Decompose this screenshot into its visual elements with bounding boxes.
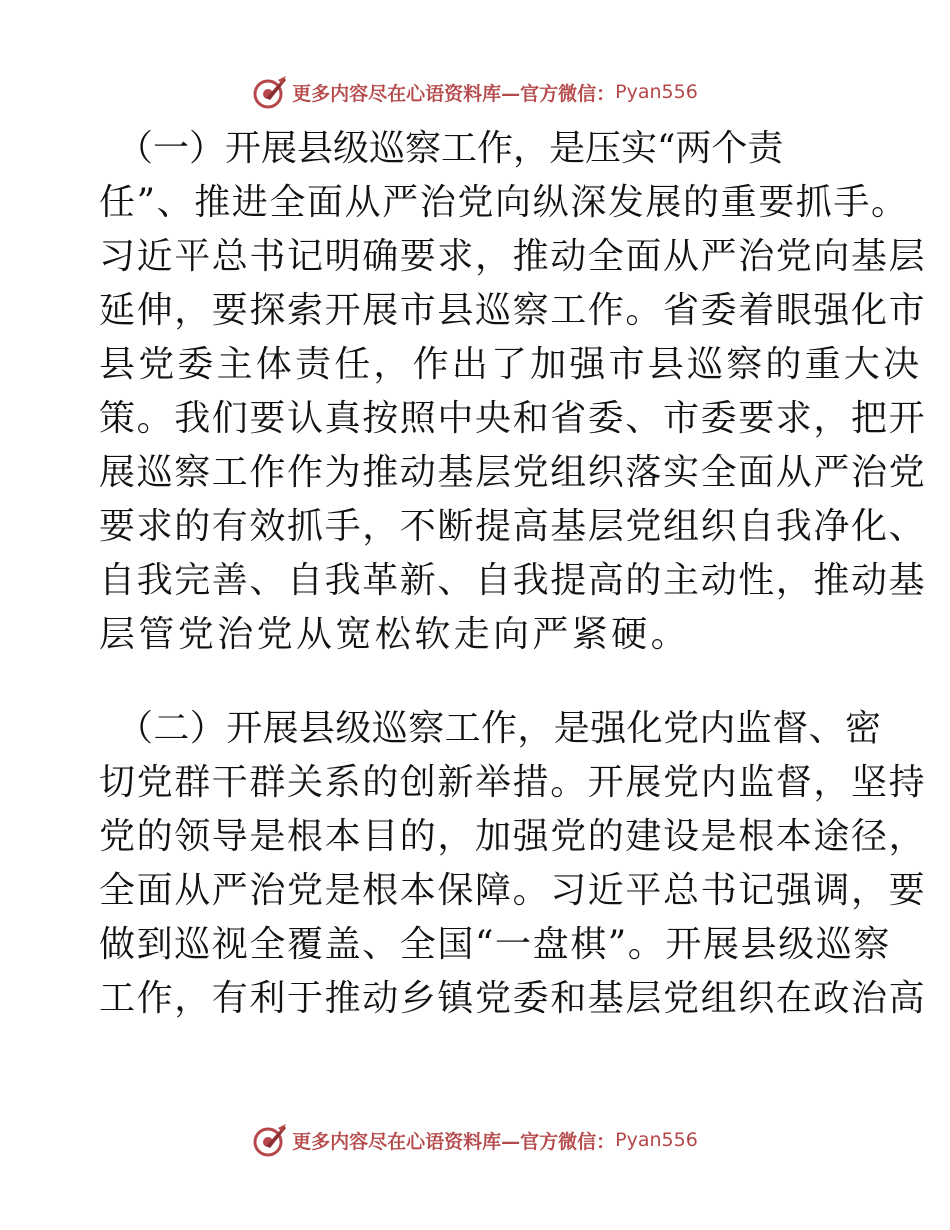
paragraph-line: 自我完善、自我革新、自我提高的主动性，推动基	[99, 560, 927, 601]
paragraph-line: 延伸，要探索开展市县巡察工作。省委着眼强化市	[99, 290, 927, 331]
quill-logo-icon	[252, 74, 288, 110]
watermark-contact: Pyan556	[615, 1129, 698, 1151]
paragraph-line: 习近平总书记明确要求，推动全面从严治党向基层	[99, 236, 927, 277]
paragraph-2	[99, 702, 927, 1026]
paragraph-line: 做到巡视全覆盖、全国“一盘棋”。开展县级巡察	[99, 924, 892, 965]
watermark-text: 更多内容尽在心语资料库—官方微信：	[292, 82, 616, 105]
paragraph-line: 全面从严治党是根本保障。习近平总书记强调，要	[99, 870, 927, 911]
header-watermark	[0, 72, 950, 112]
paragraph-line: 任”、推进全面从严治党向纵深发展的重要抓手。	[99, 182, 909, 223]
paragraph-line: 切党群干群关系的创新举措。开展党内监督，坚持	[99, 762, 927, 803]
paragraph-line: 工作，有利于推动乡镇党委和基层党组织在政治高	[99, 978, 927, 1019]
footer-watermark	[0, 1120, 950, 1160]
paragraph-line: （一）开展县级巡察工作，是压实“两个责	[117, 128, 784, 169]
paragraph-1	[99, 122, 927, 662]
paragraph-line: 层管党治党从宽松软走向严紧硬。	[99, 614, 691, 655]
paragraph-line: 展巡察工作作为推动基层党组织落实全面从严治党	[99, 452, 927, 493]
paragraph-line: 党的领导是根本目的，加强党的建设是根本途径，	[99, 816, 927, 857]
watermark-text: 更多内容尽在心语资料库—官方微信：	[292, 1130, 616, 1153]
paragraph-line: 县党委主体责任，作出了加强市县巡察的重大决	[99, 344, 923, 385]
quill-logo-icon	[252, 1122, 288, 1158]
paragraph-line: （二）开展县级巡察工作，是强化党内监督、密	[117, 708, 882, 749]
paragraph-line: 策。我们要认真按照中央和省委、市委要求，把开	[99, 398, 927, 439]
watermark-contact: Pyan556	[615, 81, 698, 103]
paragraph-line: 要求的有效抓手，不断提高基层党组织自我净化、	[99, 506, 927, 547]
